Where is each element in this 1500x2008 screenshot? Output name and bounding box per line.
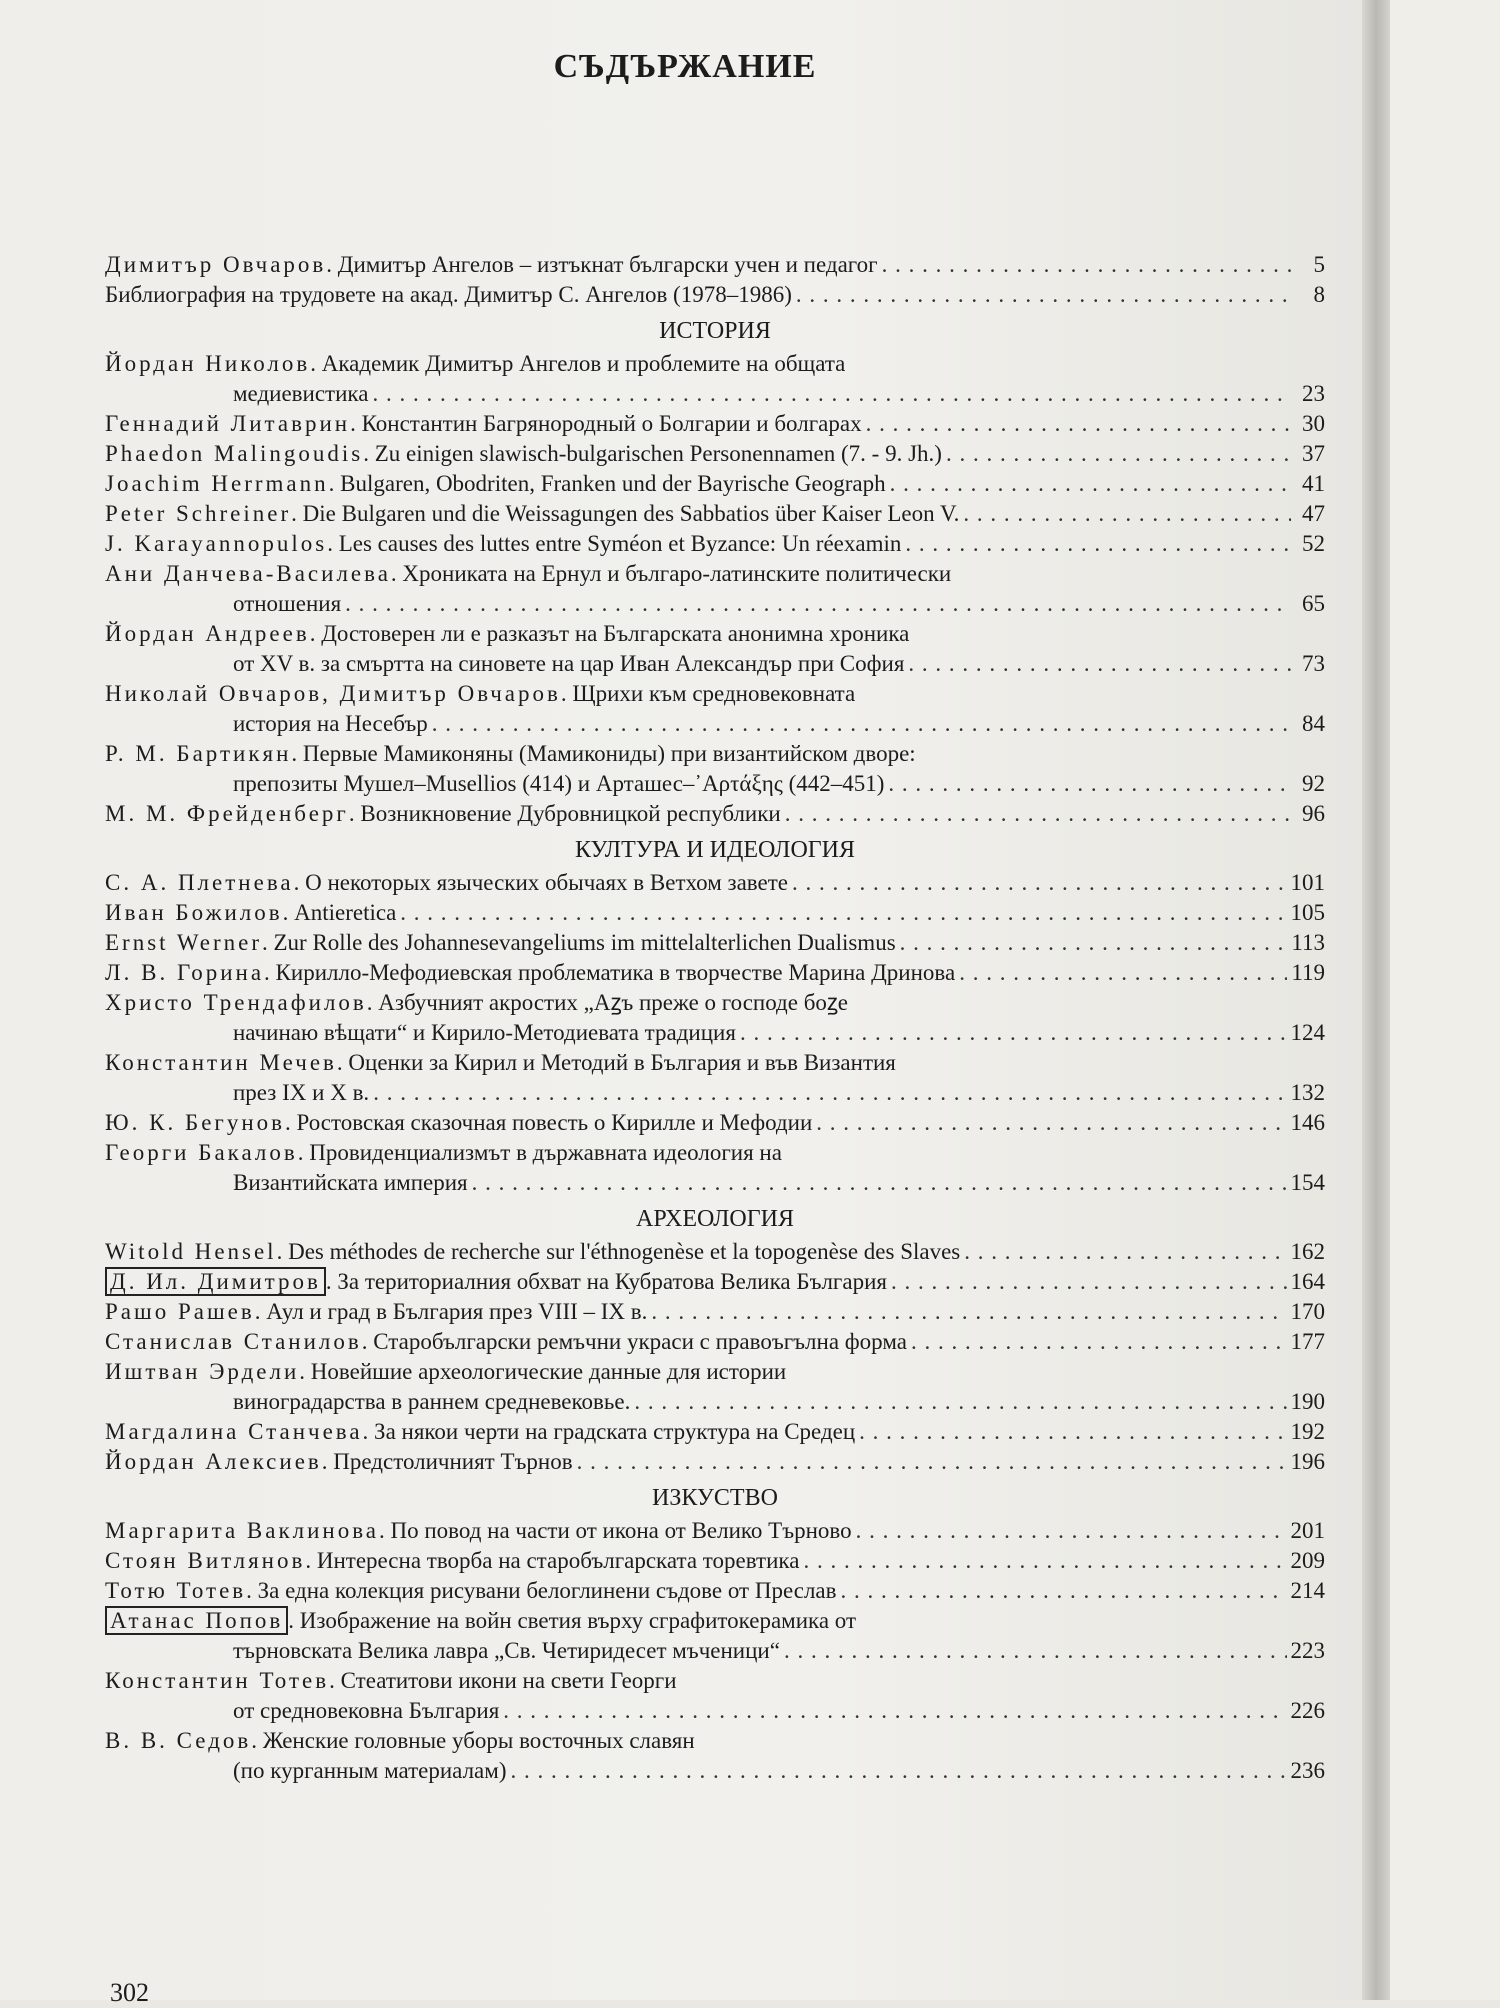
leader-dots	[963, 499, 1291, 529]
entry-title: За някои черти на градската структура на Средец	[374, 1419, 856, 1444]
entry-text: Joachim Herrmann. Bulgaren, Obodriten, Franken und der Bayrische Geograph	[105, 471, 886, 496]
leader-dots	[651, 1297, 1286, 1327]
entry-title: Кирилло-Мефодиевская проблематика в творчестве Марина Дринова	[275, 960, 956, 985]
entry-title: Antieretica	[294, 900, 397, 925]
entry-text: Константин Тотев. Стеатитови икони на свети Георги	[105, 1668, 677, 1693]
entry-author: Phaedon Malingoudis	[105, 441, 364, 466]
entry-first-line	[105, 349, 1325, 379]
leader-dots	[959, 958, 1287, 988]
table-of-contents	[105, 250, 1325, 1786]
toc-entry	[105, 280, 1325, 310]
entry-text: Йордан Николов. Академик Димитър Ангелов и проблемите на общата	[105, 351, 846, 376]
leader-dots	[345, 589, 1291, 619]
entry-text: Христо Трендафилов. Азбучният акростих „Аꙁъ преже о господе боꙁе	[105, 990, 848, 1015]
entry-continuation: медиевистика	[233, 381, 369, 406]
leader-dots	[964, 1237, 1286, 1267]
entry-line	[105, 769, 1325, 799]
entry-author: Ю. К. Бегунов	[105, 1110, 285, 1135]
entry-text: Тотю Тотев. За една колекция рисувани белоглинени съдове от Преслав	[105, 1578, 837, 1603]
entry-page-number: 209	[1290, 1548, 1325, 1573]
entry-text: Peter Schreiner. Die Bulgaren und die Weissagungen des Sabbatios über Kaiser Leon V.	[105, 501, 960, 526]
entry-text: Магдалина Станчева. За някои черти на градската структура на Средец	[105, 1419, 856, 1444]
entry-title: Азбучният акростих „Аꙁъ преже о господе боꙁе	[378, 990, 848, 1015]
entry-text: Станислав Станилов. Старобългарски ремъчни украси с правоъгълна форма	[105, 1329, 907, 1354]
entry-line	[105, 1516, 1325, 1546]
entry-title: Академик Димитър Ангелов и проблемите на общата	[321, 351, 846, 376]
entry-author: Р. М. Бартикян	[105, 741, 292, 766]
toc-entry	[105, 1327, 1325, 1357]
entry-text: J. Karayannopulos. Les causes des luttes entre Syméon et Byzance: Un réexamin	[105, 531, 902, 556]
entry-text: М. М. Фрейденберг. Возникновение Дубровницкой республики	[105, 801, 781, 826]
entry-page-number: 119	[1291, 960, 1325, 985]
leader-dots	[888, 769, 1291, 799]
entry-author: Д. Ил. Димитров	[105, 1267, 326, 1296]
toc-entry	[105, 898, 1325, 928]
entry-first-line	[105, 1726, 1325, 1756]
toc-entry	[105, 559, 1325, 619]
entry-author: Л. В. Горина	[105, 960, 265, 985]
leader-dots	[432, 709, 1291, 739]
entry-page-number: 23	[1302, 381, 1325, 406]
entry-page-number: 92	[1302, 771, 1325, 796]
entry-text: Ernst Werner. Zur Rolle des Johannesevangeliums im mittelalterlichen Dualismus	[105, 930, 896, 955]
toc-entry	[105, 1417, 1325, 1447]
entry-page-number: 8	[1313, 282, 1325, 307]
entry-page-number: 84	[1302, 711, 1325, 736]
leader-dots	[882, 250, 1291, 280]
entry-author: Йордан Андреев	[105, 621, 310, 646]
leader-dots	[372, 379, 1291, 409]
entry-author: Joachim Herrmann	[105, 471, 329, 496]
section-heading: ИСТОРИЯ	[659, 318, 771, 344]
leader-dots	[891, 1267, 1287, 1297]
entry-page-number: 223	[1290, 1638, 1325, 1663]
entry-title: О некоторых языческих обычаях в Ветхом завете	[305, 870, 788, 895]
entry-page-number: 37	[1302, 441, 1325, 466]
entry-title: Аул и град в България през VIII – IX в.	[266, 1299, 648, 1324]
toc-entry	[105, 679, 1325, 739]
entry-title: Первые Мамиконяны (Мамикониды) при византийском дворе:	[302, 741, 916, 766]
entry-title: Достоверен ли е разказът на Българската анонимна хроника	[321, 621, 910, 646]
entry-author: Димитър Овчаров	[105, 252, 327, 277]
entry-first-line	[105, 559, 1325, 589]
entry-line	[105, 868, 1325, 898]
entry-title: Провиденциализмът в държавната идеология на	[309, 1140, 782, 1165]
entry-first-line	[105, 1606, 1325, 1636]
entry-line	[105, 439, 1325, 469]
entry-author: Ernst Werner	[105, 930, 262, 955]
entry-page-number: 30	[1302, 411, 1325, 436]
entry-text: Атанас Попов . Изображение на войн светия върху сграфитокерамика от	[105, 1606, 856, 1635]
leader-dots	[510, 1756, 1286, 1786]
toc-entry	[105, 1108, 1325, 1138]
entry-text: Phaedon Malingoudis. Zu einigen slawisch-bulgarischen Personennamen (7. - 9. Jh.)	[105, 441, 942, 466]
toc-entry	[105, 1666, 1325, 1726]
entry-author: Йордан Николов	[105, 351, 311, 376]
entry-text: Стоян Витлянов. Интересна творба на старобългарската торевтика	[105, 1548, 800, 1573]
entry-line	[105, 1417, 1325, 1447]
entry-text: Д. Ил. Димитров . За териториалния обхват на Кубратова Велика България	[105, 1267, 887, 1297]
entry-author: Константин Тотев	[105, 1668, 330, 1693]
entry-text: Димитър Овчаров. Димитър Ангелов – изтъкнат български учен и педагог	[105, 252, 878, 277]
entry-line	[105, 928, 1325, 958]
entry-title: Des méthodes de recherche sur l'éthnogenèse et la topogenèse des Slaves	[288, 1239, 961, 1264]
entry-author: Йордан Алексиев	[105, 1449, 322, 1474]
entry-continuation: начинаю вѣщати“ и Кирило-Методиевата традиция	[233, 1020, 736, 1045]
entry-text: Николай Овчаров, Димитър Овчаров. Щрихи към средновековната	[105, 681, 856, 706]
section-heading: КУЛТУРА И ИДЕОЛОГИЯ	[574, 837, 855, 863]
entry-page-number: 105	[1290, 900, 1325, 925]
toc-entry	[105, 1576, 1325, 1606]
entry-line	[105, 469, 1325, 499]
toc-entry	[105, 1516, 1325, 1546]
toc-entry	[105, 1726, 1325, 1786]
entry-page-number: 124	[1290, 1020, 1325, 1045]
entry-continuation: през IX и X в.	[233, 1080, 370, 1105]
toc-entry	[105, 1048, 1325, 1108]
entry-line	[105, 1078, 1325, 1108]
entry-title: Zu einigen slawisch-bulgarischen Personennamen (7. - 9. Jh.)	[374, 441, 942, 466]
entry-text: Иштван Эрдели. Новейшие археологические данные для истории	[105, 1359, 787, 1384]
leader-dots	[859, 1417, 1286, 1447]
entry-first-line	[105, 739, 1325, 769]
entry-title: Die Bulgaren und die Weissagungen des Sabbatios über Kaiser Leon V.	[302, 501, 960, 526]
leader-dots	[373, 1078, 1286, 1108]
entry-author: Рашо Рашев	[105, 1299, 255, 1324]
entry-title: Zur Rolle des Johannesevangeliums im mittelalterlichen Dualismus	[273, 930, 896, 955]
entry-author: Ани Данчева-Василева	[105, 561, 391, 586]
entry-page-number: 214	[1290, 1578, 1325, 1603]
leader-dots	[841, 1576, 1287, 1606]
entry-title: За една колекция рисувани белоглинени съдове от Преслав	[257, 1578, 837, 1603]
section-heading: ИЗКУСТВО	[652, 1485, 778, 1511]
entry-title: За териториалния обхват на Кубратова Велика България	[337, 1269, 887, 1294]
entry-author: J. Karayannopulos	[105, 531, 328, 556]
entry-line	[105, 1108, 1325, 1138]
entry-line	[105, 649, 1325, 679]
entry-line	[105, 1168, 1325, 1198]
leader-dots	[890, 469, 1291, 499]
entry-page-number: 226	[1290, 1698, 1325, 1723]
entry-title: Библиография на трудовете на акад. Димитър С. Ангелов (1978–1986)	[105, 282, 792, 307]
entry-line	[105, 499, 1325, 529]
entry-text: Константин Мечев. Оценки за Кирил и Методий в България и във Византия	[105, 1050, 896, 1075]
entry-line	[105, 250, 1325, 280]
entry-first-line	[105, 679, 1325, 709]
entry-line	[105, 709, 1325, 739]
toc-entry	[105, 799, 1325, 829]
toc-entry	[105, 1546, 1325, 1576]
entry-author: Peter Schreiner	[105, 501, 292, 526]
entry-text: С. А. Плетнева. О некоторых языческих обычаях в Ветхом завете	[105, 870, 788, 895]
leader-dots	[856, 1516, 1287, 1546]
entry-line	[105, 409, 1325, 439]
toc-entry	[105, 1297, 1325, 1327]
entry-author: С. А. Плетнева	[105, 870, 294, 895]
toc-entry	[105, 1237, 1325, 1267]
entry-line	[105, 529, 1325, 559]
entry-author: В. В. Седов	[105, 1728, 252, 1753]
entry-title: Старобългарски ремъчни украси с правоъгълна форма	[373, 1329, 907, 1354]
entry-title: Интересна творба на старобългарската торевтика	[316, 1548, 800, 1573]
entry-continuation: търновската Велика лавра „Св. Четиридесет мъченици“	[233, 1638, 780, 1663]
entry-text: Рашо Рашев. Аул и град в България през VIII – IX в.	[105, 1299, 648, 1324]
entry-title: Хрониката на Ернул и българо-латинските политически	[402, 561, 952, 586]
entry-page-number: 177	[1290, 1329, 1325, 1354]
entry-page-number: 47	[1302, 501, 1325, 526]
entry-author: Николай Овчаров, Димитър Овчаров	[105, 681, 561, 706]
toc-entry	[105, 868, 1325, 898]
toc-entry	[105, 469, 1325, 499]
leader-dots	[792, 868, 1287, 898]
leader-dots	[740, 1018, 1287, 1048]
entry-author: Маргарита Ваклинова	[105, 1518, 379, 1543]
entry-title: Ростовская сказочная повесть о Кирилле и Мефодии	[296, 1110, 813, 1135]
entry-author: Магдалина Станчева	[105, 1419, 363, 1444]
entry-author: Христо Трендафилов	[105, 990, 367, 1015]
entry-continuation: история на Несебър	[233, 711, 428, 736]
leader-dots	[905, 529, 1291, 559]
leader-dots	[866, 409, 1291, 439]
entry-author: Станислав Станилов	[105, 1329, 362, 1354]
leader-dots	[400, 898, 1286, 928]
entry-page-number: 132	[1290, 1080, 1325, 1105]
entry-continuation: виноградарства в раннем средневековье.	[233, 1389, 631, 1414]
entry-author: Константин Мечев	[105, 1050, 337, 1075]
entry-title: Les causes des luttes entre Syméon et Byzance: Un réexamin	[338, 531, 902, 556]
leader-dots	[577, 1447, 1287, 1477]
entry-first-line	[105, 988, 1325, 1018]
entry-text: Л. В. Горина. Кирилло-Мефодиевская проблематика в творчестве Марина Дринова	[105, 960, 956, 985]
entry-continuation: препозиты Мушел–Musellios (414) и Арташес–᾿Αρτάξης (442–451)	[233, 771, 885, 796]
entry-first-line	[105, 1357, 1325, 1387]
entry-page-number: 164	[1290, 1269, 1325, 1294]
entry-first-line	[105, 1138, 1325, 1168]
entry-line	[105, 1756, 1325, 1786]
entry-first-line	[105, 1666, 1325, 1696]
entry-author: Иштван Эрдели	[105, 1359, 300, 1384]
entry-page-number: 73	[1302, 651, 1325, 676]
toc-entry	[105, 499, 1325, 529]
adjacent-page	[1390, 0, 1500, 2000]
entry-title: Димитър Ангелов – изтъкнат български учен и педагог	[337, 252, 878, 277]
leader-dots	[900, 928, 1288, 958]
entry-text: Иван Божилов. Antieretica	[105, 900, 397, 925]
leader-dots	[803, 1546, 1286, 1576]
entry-title: Предстоличният Търнов	[333, 1449, 573, 1474]
entry-page-number: 236	[1290, 1758, 1325, 1783]
entry-page-number: 101	[1290, 870, 1325, 895]
leader-dots	[908, 649, 1291, 679]
entry-text: Ю. К. Бегунов. Ростовская сказочная повесть о Кирилле и Мефодии	[105, 1110, 813, 1135]
entry-line	[105, 1576, 1325, 1606]
entry-page-number: 192	[1290, 1419, 1325, 1444]
entry-line	[105, 1297, 1325, 1327]
entry-line	[105, 1327, 1325, 1357]
toc-entry	[105, 739, 1325, 799]
section-heading: АРХЕОЛОГИЯ	[636, 1206, 794, 1232]
entry-page-number: 146	[1290, 1110, 1325, 1135]
entry-author: Атанас Попов	[105, 1606, 288, 1635]
toc-entry	[105, 619, 1325, 679]
entry-author: М. М. Фрейденберг	[105, 801, 349, 826]
entry-title: Новейшие археологические данные для истории	[310, 1359, 787, 1384]
entry-text: Георги Бакалов. Провиденциализмът в държавната идеология на	[105, 1140, 782, 1165]
leader-dots	[503, 1696, 1286, 1726]
entry-text: Р. М. Бартикян. Первые Мамиконяны (Мамикониды) при византийском дворе:	[105, 741, 916, 766]
entry-author: Иван Божилов	[105, 900, 283, 925]
entry-line	[105, 1237, 1325, 1267]
entry-line	[105, 1267, 1325, 1297]
entry-line	[105, 1636, 1325, 1666]
toc-entry	[105, 988, 1325, 1048]
entry-line	[105, 1447, 1325, 1477]
entry-line	[105, 1696, 1325, 1726]
entry-line	[105, 1387, 1325, 1417]
entry-continuation: Византийската империя	[233, 1170, 468, 1195]
book-gutter	[1362, 0, 1390, 2000]
leader-dots	[784, 1636, 1287, 1666]
entry-page-number: 170	[1290, 1299, 1325, 1324]
entry-page-number: 154	[1290, 1170, 1325, 1195]
entry-page-number: 113	[1291, 930, 1325, 955]
entry-line	[105, 799, 1325, 829]
entry-author: Тотю Тотев	[105, 1578, 247, 1603]
entry-line	[105, 589, 1325, 619]
entry-first-line	[105, 1048, 1325, 1078]
leader-dots	[796, 280, 1291, 310]
entry-page-number: 196	[1290, 1449, 1325, 1474]
entry-page-number: 65	[1302, 591, 1325, 616]
toc-entry	[105, 1606, 1325, 1666]
entry-continuation: от средновековна България	[233, 1698, 500, 1723]
entry-title: Изображение на войн светия върху сграфитокерамика от	[299, 1608, 857, 1633]
leader-dots	[911, 1327, 1287, 1357]
entry-text: Йордан Андреев. Достоверен ли е разказът на Българската анонимна хроника	[105, 621, 910, 646]
leader-dots	[946, 439, 1291, 469]
entry-page-number: 190	[1290, 1389, 1325, 1414]
entry-title: Щрихи към средновековната	[572, 681, 856, 706]
entry-text	[105, 280, 792, 310]
toc-entry	[105, 1447, 1325, 1477]
entry-title: Bulgaren, Obodriten, Franken und der Bayrische Geograph	[340, 471, 886, 496]
entry-title: По повод на части от икона от Велико Търново	[390, 1518, 852, 1543]
toc-entry	[105, 439, 1325, 469]
entry-author: Стоян Витлянов	[105, 1548, 306, 1573]
entry-title: Оценки за Кирил и Методий в България и във Византия	[348, 1050, 896, 1075]
toc-entry	[105, 1138, 1325, 1198]
entry-title: Женские головные уборы восточных славян	[262, 1728, 695, 1753]
entry-line	[105, 1018, 1325, 1048]
entry-continuation: (по курганным материалам)	[233, 1758, 507, 1783]
entry-author: Геннадий Литаврин	[105, 411, 351, 436]
entry-title: Стеатитови икони на свети Георги	[340, 1668, 677, 1693]
leader-dots	[816, 1108, 1286, 1138]
entry-title: Возникновение Дубровницкой республики	[360, 801, 781, 826]
page-title: СЪДЪРЖАНИЕ	[553, 48, 817, 85]
entry-continuation: от XV в. за смъртта на синовете на цар Иван Александър при София	[233, 651, 905, 676]
toc-entry	[105, 349, 1325, 409]
entry-title: Константин Багрянородный о Болгарии и болгарах	[361, 411, 862, 436]
entry-author: Георги Бакалов	[105, 1140, 298, 1165]
entry-text: Witold Hensel. Des méthodes de recherche sur l'éthnogenèse et la topogenèse des Slaves	[105, 1239, 961, 1264]
entry-page-number: 5	[1313, 252, 1325, 277]
toc-entry	[105, 958, 1325, 988]
entry-text: Маргарита Ваклинова. По повод на части от икона от Велико Търново	[105, 1518, 852, 1543]
toc-entry	[105, 928, 1325, 958]
entry-line	[105, 898, 1325, 928]
toc-entry	[105, 1267, 1325, 1297]
entry-text: Геннадий Литаврин. Константин Багрянородный о Болгарии и болгарах	[105, 411, 862, 436]
entry-line	[105, 379, 1325, 409]
toc-entry	[105, 1357, 1325, 1417]
toc-entry	[105, 409, 1325, 439]
entry-text: Ани Данчева-Василева. Хрониката на Ернул и българо-латинските политически	[105, 561, 952, 586]
toc-entry	[105, 250, 1325, 280]
entry-line	[105, 1546, 1325, 1576]
entry-first-line	[105, 619, 1325, 649]
entry-line	[105, 958, 1325, 988]
entry-continuation: отношения	[233, 591, 342, 616]
leader-dots	[472, 1168, 1287, 1198]
leader-dots	[785, 799, 1291, 829]
leader-dots	[634, 1387, 1286, 1417]
entry-author: Witold Hensel	[105, 1239, 277, 1264]
entry-page-number: 96	[1302, 801, 1325, 826]
entry-page-number: 52	[1302, 531, 1325, 556]
entry-line	[105, 280, 1325, 310]
entry-page-number: 162	[1290, 1239, 1325, 1264]
entry-text: В. В. Седов. Женские головные уборы восточных славян	[105, 1728, 695, 1753]
entry-page-number: 201	[1290, 1518, 1325, 1543]
toc-entry	[105, 529, 1325, 559]
page-number: 302	[110, 1978, 149, 2007]
entry-page-number: 41	[1302, 471, 1325, 496]
entry-text: Йордан Алексиев. Предстоличният Търнов	[105, 1449, 573, 1474]
